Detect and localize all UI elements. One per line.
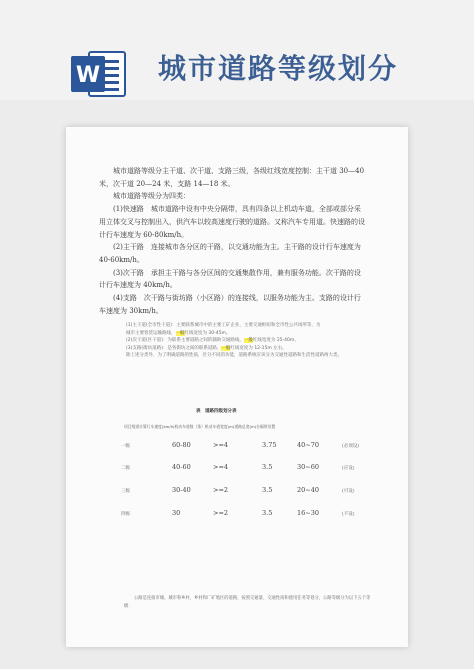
note-text: 城市主要客货运输路线， — [126, 330, 176, 336]
table-row — [66, 509, 408, 521]
table-cell: 40-60 — [172, 463, 191, 471]
paragraph: (1)快速路 城市道路中设有中央分隔带，具有四条以上机动车道，全部或部分采用立体交叉与控制出入，供汽车以较高速度行驶的道路。又称汽车专用道。快速路的设计行车速度为 60-80km/h。 — [99, 205, 365, 239]
table-cell: >=2 — [213, 509, 229, 517]
table-cell: >=4 — [213, 463, 229, 471]
note-3 — [126, 345, 366, 353]
table-header: 项目级别计算行车速度(km/h)机动车道数（条）机动车道宽度(m)道路总宽(m)分隔带设置 — [124, 424, 276, 429]
note-1 — [126, 322, 366, 337]
paragraph: (4)支路 次干路与街坊路（小区路）的连接线，以服务功能为主。支路的设计行车速度为 30km/h。 — [99, 294, 361, 315]
table-cell: >=4 — [213, 441, 229, 449]
paragraph: 城市道路等级分为四类： — [113, 192, 190, 201]
table-cell: (可设) — [342, 489, 355, 494]
note-text: (3)支路(街坊道路)：是各街坊之间的联系道路， — [126, 345, 222, 351]
header-banner — [0, 0, 474, 100]
paragraph: (2)主干路 连接城市各分区的干路，以交通功能为主。主干路的设计行车速度为 40-60km/h。 — [99, 243, 361, 264]
page-title: 城市道路等级划分 — [158, 52, 399, 85]
table-cell: (应设) — [342, 466, 355, 471]
table-cell: 二级 — [121, 466, 130, 471]
footer-paragraph: 公路是连接市城、城市和乡村，乡村和厂矿地区的道路，按照交通量、交通性质和使用任务等划分，公路等级分为以下五个等级： — [124, 596, 371, 609]
table-row — [66, 441, 408, 453]
table-cell: 30-40 — [172, 486, 191, 494]
table-row — [66, 486, 408, 498]
notes-block — [126, 322, 366, 360]
table-cell: 30 — [172, 509, 181, 517]
note-text: 红线宽度为 30-45m。 — [184, 330, 231, 336]
table-cell: 40~70 — [297, 441, 319, 449]
table-cell: 3.75 — [262, 441, 277, 449]
table-cell: 16~30 — [297, 509, 319, 517]
note-text: 红线宽度为 12-15m 左右。 — [230, 345, 287, 351]
highlight: 一般 — [175, 330, 185, 336]
note-4: 除上述分类外，为了明确道路的性质，区分不同的功能，道路系统应该分为交通性道路和生活性道路两大类。 — [126, 353, 342, 359]
table-cell: 三级 — [121, 489, 130, 494]
table-cell: 20~40 — [297, 486, 319, 494]
table-cell: 60-80 — [172, 441, 191, 449]
paragraph: 城市道路等级分主干道、次干道、支路三级，各级红线宽度控制：主干道 30—40 米，次干道 20—24 米，支路 14—18 米。 — [99, 167, 365, 188]
table-cell: 一级 — [121, 444, 130, 449]
svg-text:W: W — [75, 63, 101, 88]
note-text: 红线宽度为 25-40m。 — [252, 338, 299, 344]
note-2 — [126, 337, 366, 345]
word-icon — [67, 42, 131, 106]
table-cell: (不设) — [342, 512, 355, 517]
table-cell: 3.5 — [262, 463, 273, 471]
note-text: (1)主干道(全市性干道)：主要联系城市中的主要工矿企业，主要交通枢纽和全市性公共场所等，为 — [126, 323, 321, 328]
table-cell: 四级 — [121, 512, 130, 517]
table-cell: (必须设) — [342, 444, 360, 449]
table-row — [66, 463, 408, 475]
footer-text — [124, 595, 374, 611]
table-title: 表 道路四级划分表 — [196, 409, 237, 414]
paragraph: (3)次干路 承担主干路与各分区间的交通集散作用，兼有服务功能。次干路的设计行车速度为 40km/h。 — [99, 268, 361, 290]
table-cell: 3.5 — [262, 486, 273, 494]
highlight: 一般 — [221, 345, 231, 351]
table-cell: 30~60 — [297, 463, 319, 471]
table-cell: >=2 — [213, 486, 229, 494]
table-cell: 3.5 — [262, 509, 273, 517]
note-text: (2)次干道(区干道)：为联系主要道路之间的辅助交通路线， — [126, 338, 244, 344]
body-text — [99, 165, 365, 317]
highlight: 一般 — [243, 338, 253, 344]
document-page — [66, 127, 408, 647]
